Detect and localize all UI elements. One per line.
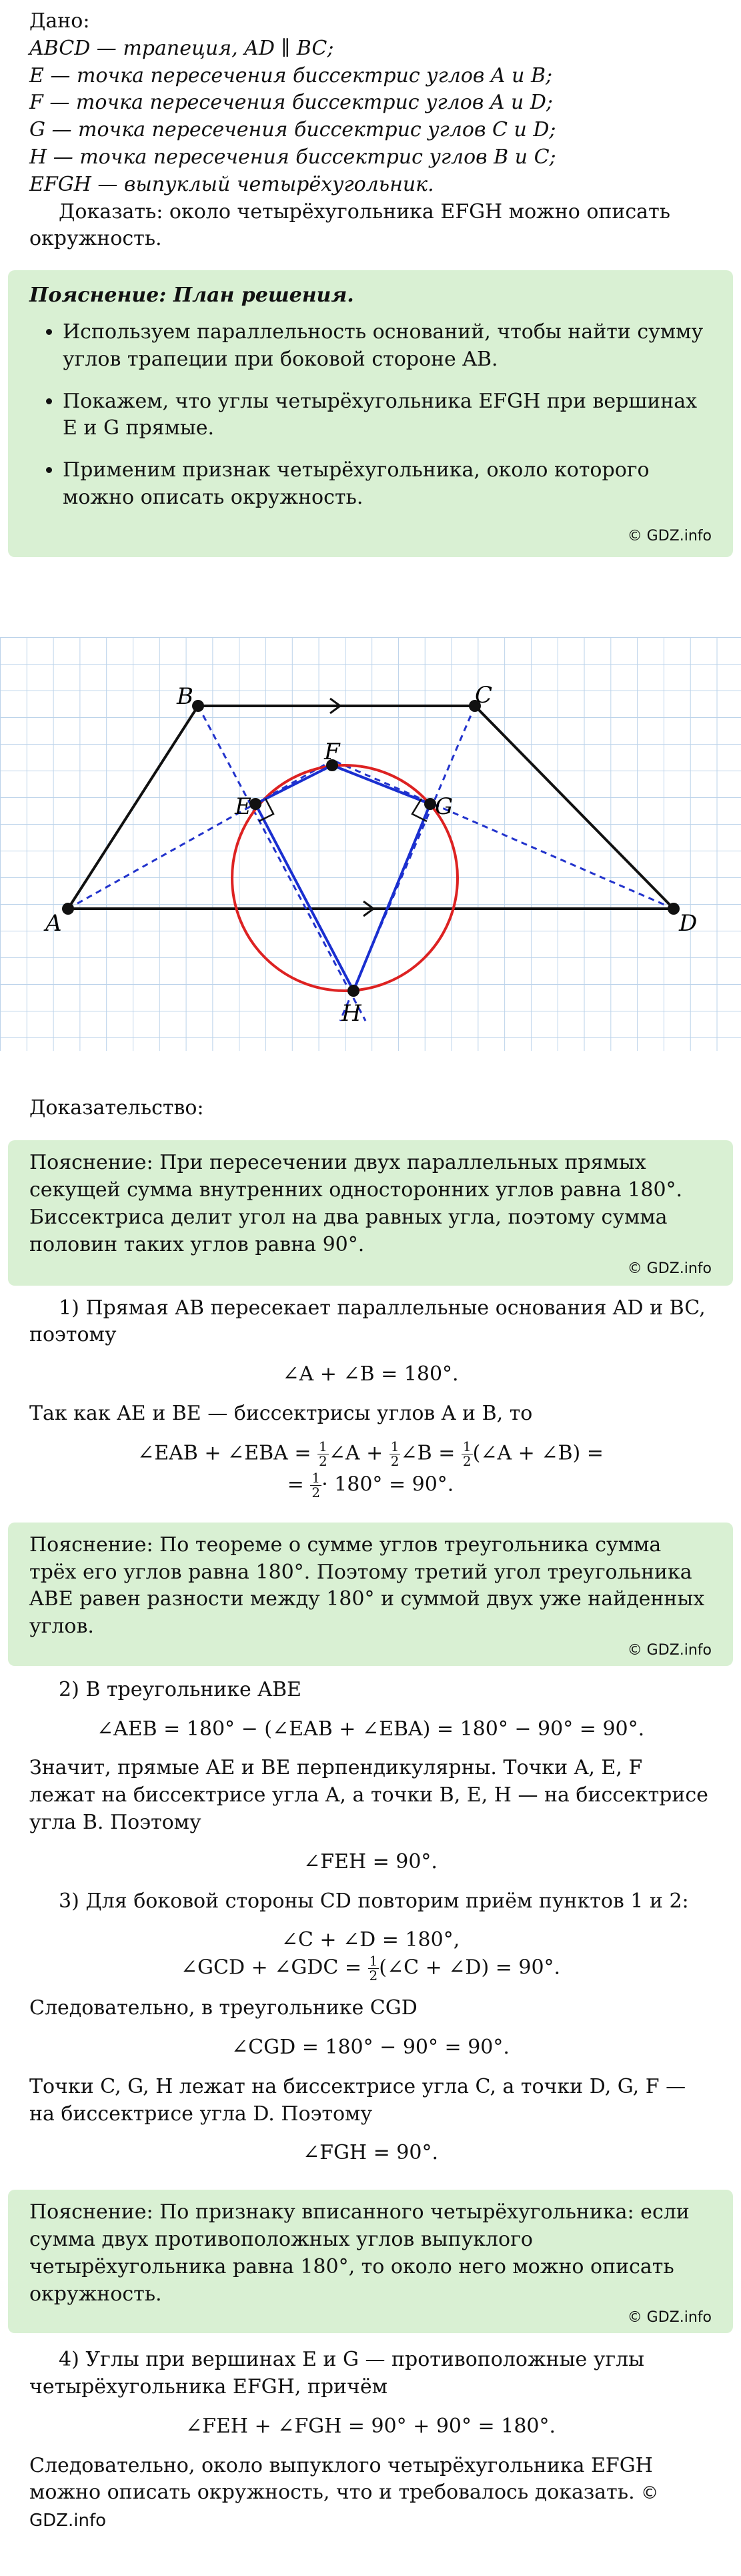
point-d — [668, 903, 680, 915]
given-line-6: EFGH — выпуклый четырёхугольник. — [29, 172, 434, 196]
note-3-text: Пояснение: По признаку вписанного четырёхугольника: если сумма двух противоположных углов выпуклого четырёхугольника равна 180°, то около него можно описать окружность. — [29, 2200, 690, 2306]
note-1-text: Пояснение: При пересечении двух параллельных прямых секущей сумма внутренних односторонних углов равна 180°. Биссектриса делит угол на два равных угла, поэтому сумма половин таких углов равна 90°. — [29, 1151, 683, 1256]
formula-4: ∠FEH = 90°. — [303, 1849, 438, 1873]
proof-steps-3 — [0, 2346, 741, 2534]
fraction-half-5 — [368, 1954, 380, 1983]
plan-copyright: © GDZ.info — [627, 527, 712, 544]
formula-5a: ∠C + ∠D = 180°, — [281, 1928, 460, 1952]
fraction-half-2 — [390, 1440, 401, 1468]
given-line-1: ABCD — трапеция, AD ∥ BC; — [29, 36, 334, 60]
proof-heading-block — [0, 1095, 741, 1122]
note-2-copyright: © GDZ.info — [627, 1641, 712, 1659]
plan-item-1: • Используем параллельность оснований, чтобы найти сумму углов трапеции при боковой стороне AB. — [63, 319, 712, 374]
step-3c: Точки C, G, H лежат на биссектрисе угла C, а точки D, G, F — на биссектрисе угла D. Поэтому — [29, 2074, 686, 2126]
proof-steps-2 — [0, 1677, 741, 2167]
formula-2a-mid2: ∠B = — [400, 1441, 462, 1465]
prove-statement: Доказать: около четырёхугольника EFGH можно описать окружность. — [29, 199, 670, 251]
frac-num: 1 — [319, 1438, 327, 1454]
step-3: 3) Для боковой стороны CD повторим приём пунктов 1 и 2: — [59, 1889, 689, 1913]
formula-2b-left: = — [287, 1472, 311, 1496]
frac-num: 1 — [311, 1469, 321, 1486]
step-4: 4) Углы при вершинах E и G — противоположные углы четырёхугольника EFGH, причём — [29, 2348, 645, 2399]
given-line-3: F — точка пересечения биссектрис углов A и D; — [29, 91, 554, 115]
formula-2a-left: ∠EAB + ∠EBA = — [137, 1441, 317, 1465]
formula-5b-right: (∠C + ∠D) = 90°. — [379, 1956, 561, 1980]
formula-2a — [29, 1440, 712, 1468]
formula-3: ∠AEB = 180° − (∠EAB + ∠EBA) = 180° − 90° = 90°. — [96, 1717, 645, 1741]
fraction-half-4 — [310, 1471, 321, 1500]
step-1b: Так как AE и BE — биссектрисы углов A и B, то — [29, 1401, 533, 1425]
label-f: F — [324, 738, 340, 765]
formula-5b — [29, 1954, 712, 1983]
frac-num: 1 — [462, 1438, 472, 1454]
label-a: A — [45, 909, 62, 937]
plan-title: Пояснение: План решения. — [29, 284, 354, 308]
fraction-half-3 — [462, 1440, 473, 1468]
formula-2b — [29, 1471, 712, 1500]
quadrilateral-efgh — [255, 765, 430, 991]
given-block — [0, 8, 741, 253]
label-c: C — [475, 681, 493, 709]
label-b: B — [177, 683, 193, 710]
step-1: 1) Прямая AB пересекает параллельные основания AD и BC, поэтому — [29, 1296, 706, 1347]
fraction-half-1 — [317, 1440, 329, 1468]
plan-item-2: • Покажем, что углы четырёхугольника EFGH при вершинах E и G прямые. — [63, 388, 712, 443]
step-2b: Значит, прямые AE и BE перпендикулярны. Точки A, E, F лежат на биссектрисе угла A, а точки B, E, H — на биссектрисе угла B. Поэтому — [29, 1756, 708, 1835]
trapezoid-figure — [0, 637, 741, 1051]
note-1-copyright: © GDZ.info — [627, 1260, 712, 1277]
label-h: H — [341, 999, 361, 1027]
plan-item-3: • Применим признак четырёхугольника, около которого можно описать окружность. — [63, 457, 712, 512]
given-label: Дано: — [29, 9, 90, 33]
bisector-d — [333, 761, 674, 909]
point-h — [347, 985, 359, 997]
proof-steps — [0, 1295, 741, 1500]
trapezoid-abcd — [68, 706, 674, 909]
note-3-copyright: © GDZ.info — [627, 2309, 712, 2326]
step-3b: Следовательно, в треугольнике CGD — [29, 1996, 418, 2020]
frac-den: 2 — [390, 1452, 400, 1469]
given-line-2: E — точка пересечения биссектрис углов A и B; — [29, 63, 553, 87]
formula-1: ∠A + ∠B = 180°. — [282, 1362, 459, 1386]
bisector-b — [198, 706, 365, 1021]
frac-den: 2 — [369, 1968, 378, 1984]
final-text: Следовательно, около выпуклого четырёхугольника EFGH можно описать окружность, что и требовалось доказать. — [29, 2453, 653, 2505]
point-a — [62, 903, 74, 915]
figure-svg — [0, 637, 741, 1051]
formula-2b-right: · 180° = 90°. — [321, 1472, 454, 1496]
note-3 — [8, 2190, 733, 2333]
note-2 — [8, 1523, 733, 1666]
formula-2a-mid1: ∠A + — [328, 1441, 390, 1465]
final-copyright: © GDZ.info — [29, 2483, 659, 2531]
proof-heading: Доказательство: — [29, 1096, 204, 1120]
frac-den: 2 — [319, 1452, 327, 1469]
note-1 — [8, 1140, 733, 1285]
bisector-a — [68, 761, 332, 909]
plan-list — [29, 319, 712, 512]
given-line-5: H — точка пересечения биссектрис углов B и C; — [29, 145, 556, 169]
formula-6: ∠CGD = 180° − 90° = 90°. — [231, 2036, 510, 2059]
label-e: E — [235, 793, 251, 820]
frac-den: 2 — [311, 1484, 321, 1500]
frac-num: 1 — [390, 1438, 400, 1454]
given-line-4: G — точка пересечения биссектрис углов C и D; — [29, 118, 556, 142]
note-2-text: Пояснение: По теореме о сумме углов треугольника сумма трёх его углов равна 180°. Поэтому третий угол треугольника ABE равен разности между 180° и суммой двух уже найденных углов. — [29, 1533, 705, 1639]
frac-num: 1 — [369, 1953, 378, 1970]
frac-den: 2 — [462, 1452, 472, 1469]
step-2: 2) В треугольнике ABE — [59, 1677, 301, 1701]
formula-2a-mid3: (∠A + ∠B) = — [472, 1441, 604, 1465]
formula-7: ∠FGH = 90°. — [303, 2141, 438, 2165]
formula-8: ∠FEH + ∠FGH = 90° + 90° = 180°. — [185, 2414, 556, 2438]
plan-note — [8, 270, 733, 556]
final-conclusion — [29, 2453, 712, 2534]
label-g: G — [435, 793, 454, 820]
label-d: D — [679, 909, 698, 937]
formula-5b-left: ∠GCD + ∠GDC = — [180, 1956, 368, 1980]
point-b — [192, 700, 204, 712]
